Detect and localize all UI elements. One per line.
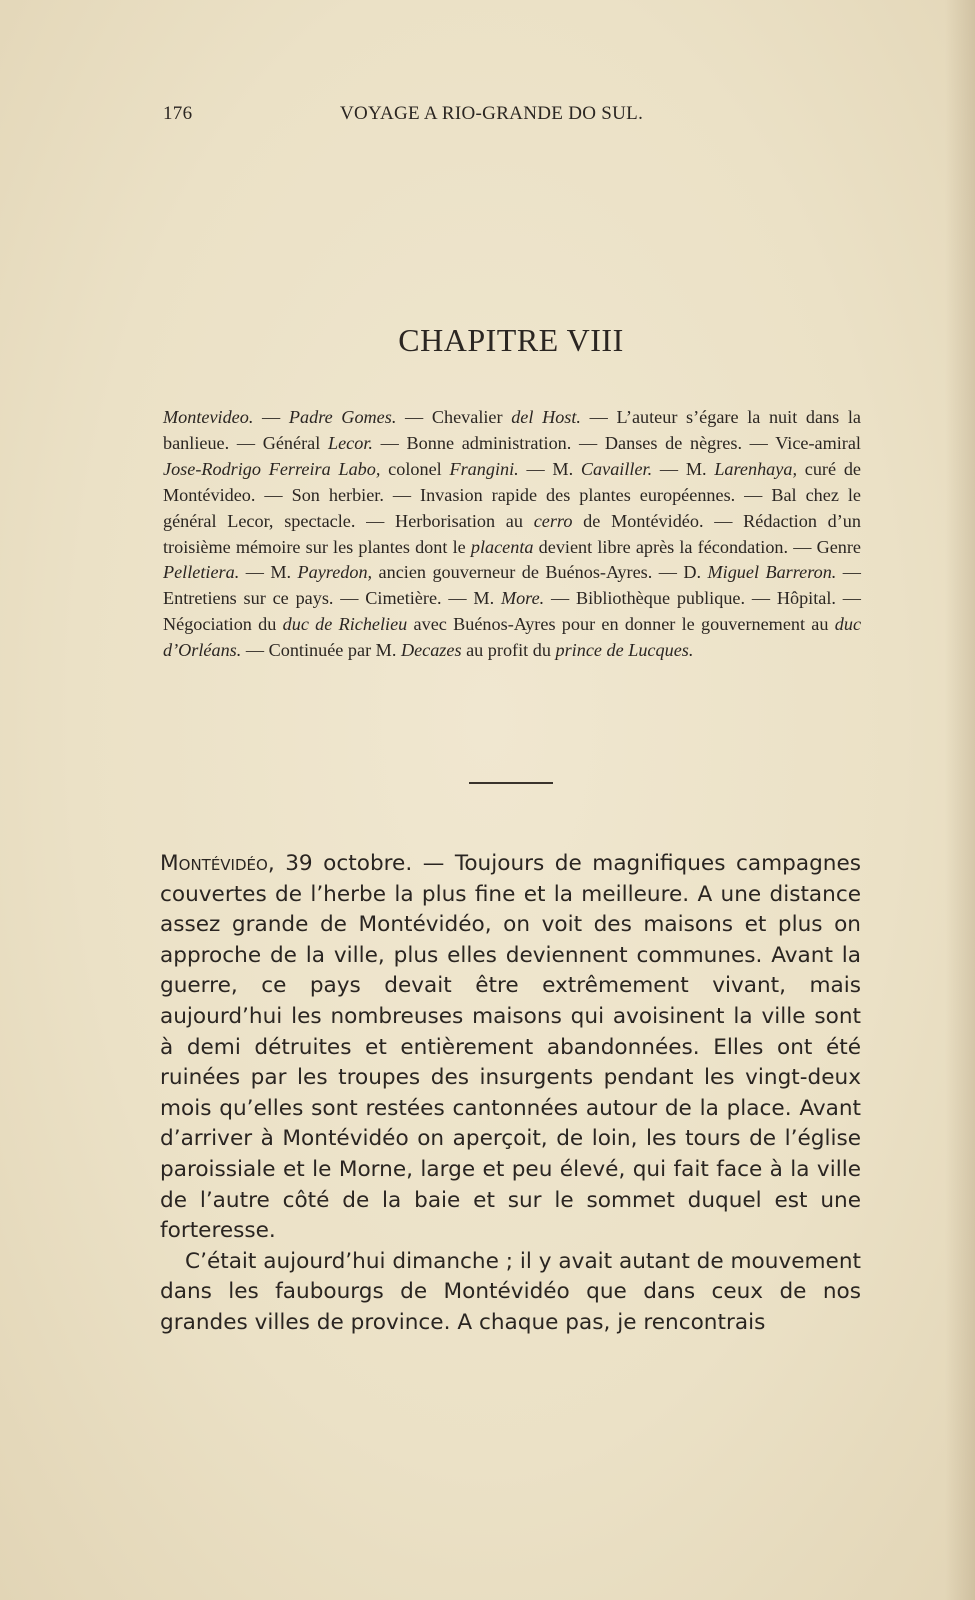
summary-segment: avec Buénos-Ayres pour en donner le gouvernement au [407, 614, 835, 635]
summary-italic-segment: Padre Gomes. [288, 407, 397, 427]
summary-segment: — M. [652, 458, 715, 479]
summary-italic-segment: Payredon, [297, 562, 373, 583]
summary-segment: au profit du [461, 640, 556, 661]
summary-italic-segment: Miguel Barreron. [707, 562, 837, 583]
summary-italic-segment: duc d’Orléans. [163, 614, 862, 661]
summary-italic-segment: cerro [533, 510, 573, 531]
summary-italic-segment: Larenhaya, [714, 458, 797, 479]
summary-segment: — Entretiens sur ce pays. — Cimetière. — M. [163, 562, 861, 609]
summary-segment: — Bonne administration. — Danses de nègres. — Vice-amiral [372, 432, 861, 453]
summary-segment: colonel [380, 458, 450, 479]
summary-italic-segment: Jose-Rodrigo Ferreira Labo, [163, 458, 381, 479]
summary-segment: — Chevalier [396, 407, 512, 427]
body-text [160, 849, 861, 1339]
chapter-summary-text [163, 405, 861, 664]
summary-italic-segment: Montevideo. [163, 407, 254, 427]
summary-italic-segment: prince de Lucques. [555, 640, 694, 661]
summary-italic-segment: Cavailler. [580, 458, 653, 479]
summary-segment: curé de Montévideo. — Son herbier. — Invasion rapide des plantes européennes. — Bal chez le général Lecor, spectacle. — Herborisation au [163, 458, 861, 531]
summary-italic-segment: Frangini. [449, 458, 519, 479]
running-head [163, 103, 683, 133]
summary-segment: devient libre après la fécondation. — Genre [533, 536, 861, 557]
dateline-place: Montévidéo, [160, 851, 275, 876]
summary-italic-segment: del Host. [511, 407, 581, 427]
summary-segment: ancien gouverneur de Buénos-Ayres. — D. [372, 562, 708, 583]
summary-italic-segment: Decazes [400, 640, 462, 661]
summary-segment: de Montévidéo. — Rédaction d’un troisième mémoire sur les plantes dont le [163, 510, 861, 557]
summary-italic-segment: placenta [470, 536, 534, 557]
body-paragraph-1 [160, 849, 861, 1247]
summary-segment: — L’auteur s’égare la nuit dans la banlieue. — Général [163, 407, 862, 453]
summary-segment: — Bibliothèque publique. — Hôpital. — Négociation du [163, 588, 861, 635]
summary-segment: — [253, 407, 289, 427]
body-paragraph-2: C’était aujourd’hui dimanche ; il y avait autant de mouvement dans les faubourgs de Montévidéo que dans ceux de nos grandes villes de province. A chaque pas, je rencontrais [160, 1248, 861, 1335]
summary-italic-segment: More. [500, 588, 545, 609]
page-number: 176 [163, 103, 193, 124]
summary-italic-segment: Lecor. [327, 432, 373, 453]
chapter-summary [163, 405, 862, 664]
body-paragraph-1-text: 39 octobre. — Toujours de magnifiques campagnes couvertes de l’herbe la plus fine et la meilleure. A une distance assez grande de Montévidéo, on voit des maisons et plus on approche de la ville, plus elles deviennent communes. Avant la guerre, ce pays devait être extrêmement vivant, mais aujourd’hui les nombreuses maisons qui avoisinent la ville sont à demi détruites et entièrement abandonnées. Elles ont été ruinées par les troupes des insurgents pendant les vingt-deux mois qu’elles sont restées cantonnées autour de la place. Avant d’arriver à Montévidéo on aperçoit, de loin, les tours de l’église paroissiale et le Morne, large et peu élevé, qui fait face à la ville de l’autre côté de la baie et sur le sommet duquel est une forteresse. [160, 851, 861, 1244]
summary-italic-segment: Pelletiera. [163, 562, 240, 583]
summary-italic-segment: duc de Richelieu [282, 614, 408, 635]
summary-segment: — Continuée par M. [241, 640, 401, 661]
summary-segment: — M. [239, 562, 298, 583]
section-divider [469, 782, 553, 784]
summary-segment: — M. [518, 458, 581, 479]
chapter-title: CHAPITRE VIII [398, 322, 624, 358]
page-edge-shadow [945, 0, 975, 1600]
running-title: VOYAGE A RIO-GRANDE DO SUL. [340, 103, 644, 124]
